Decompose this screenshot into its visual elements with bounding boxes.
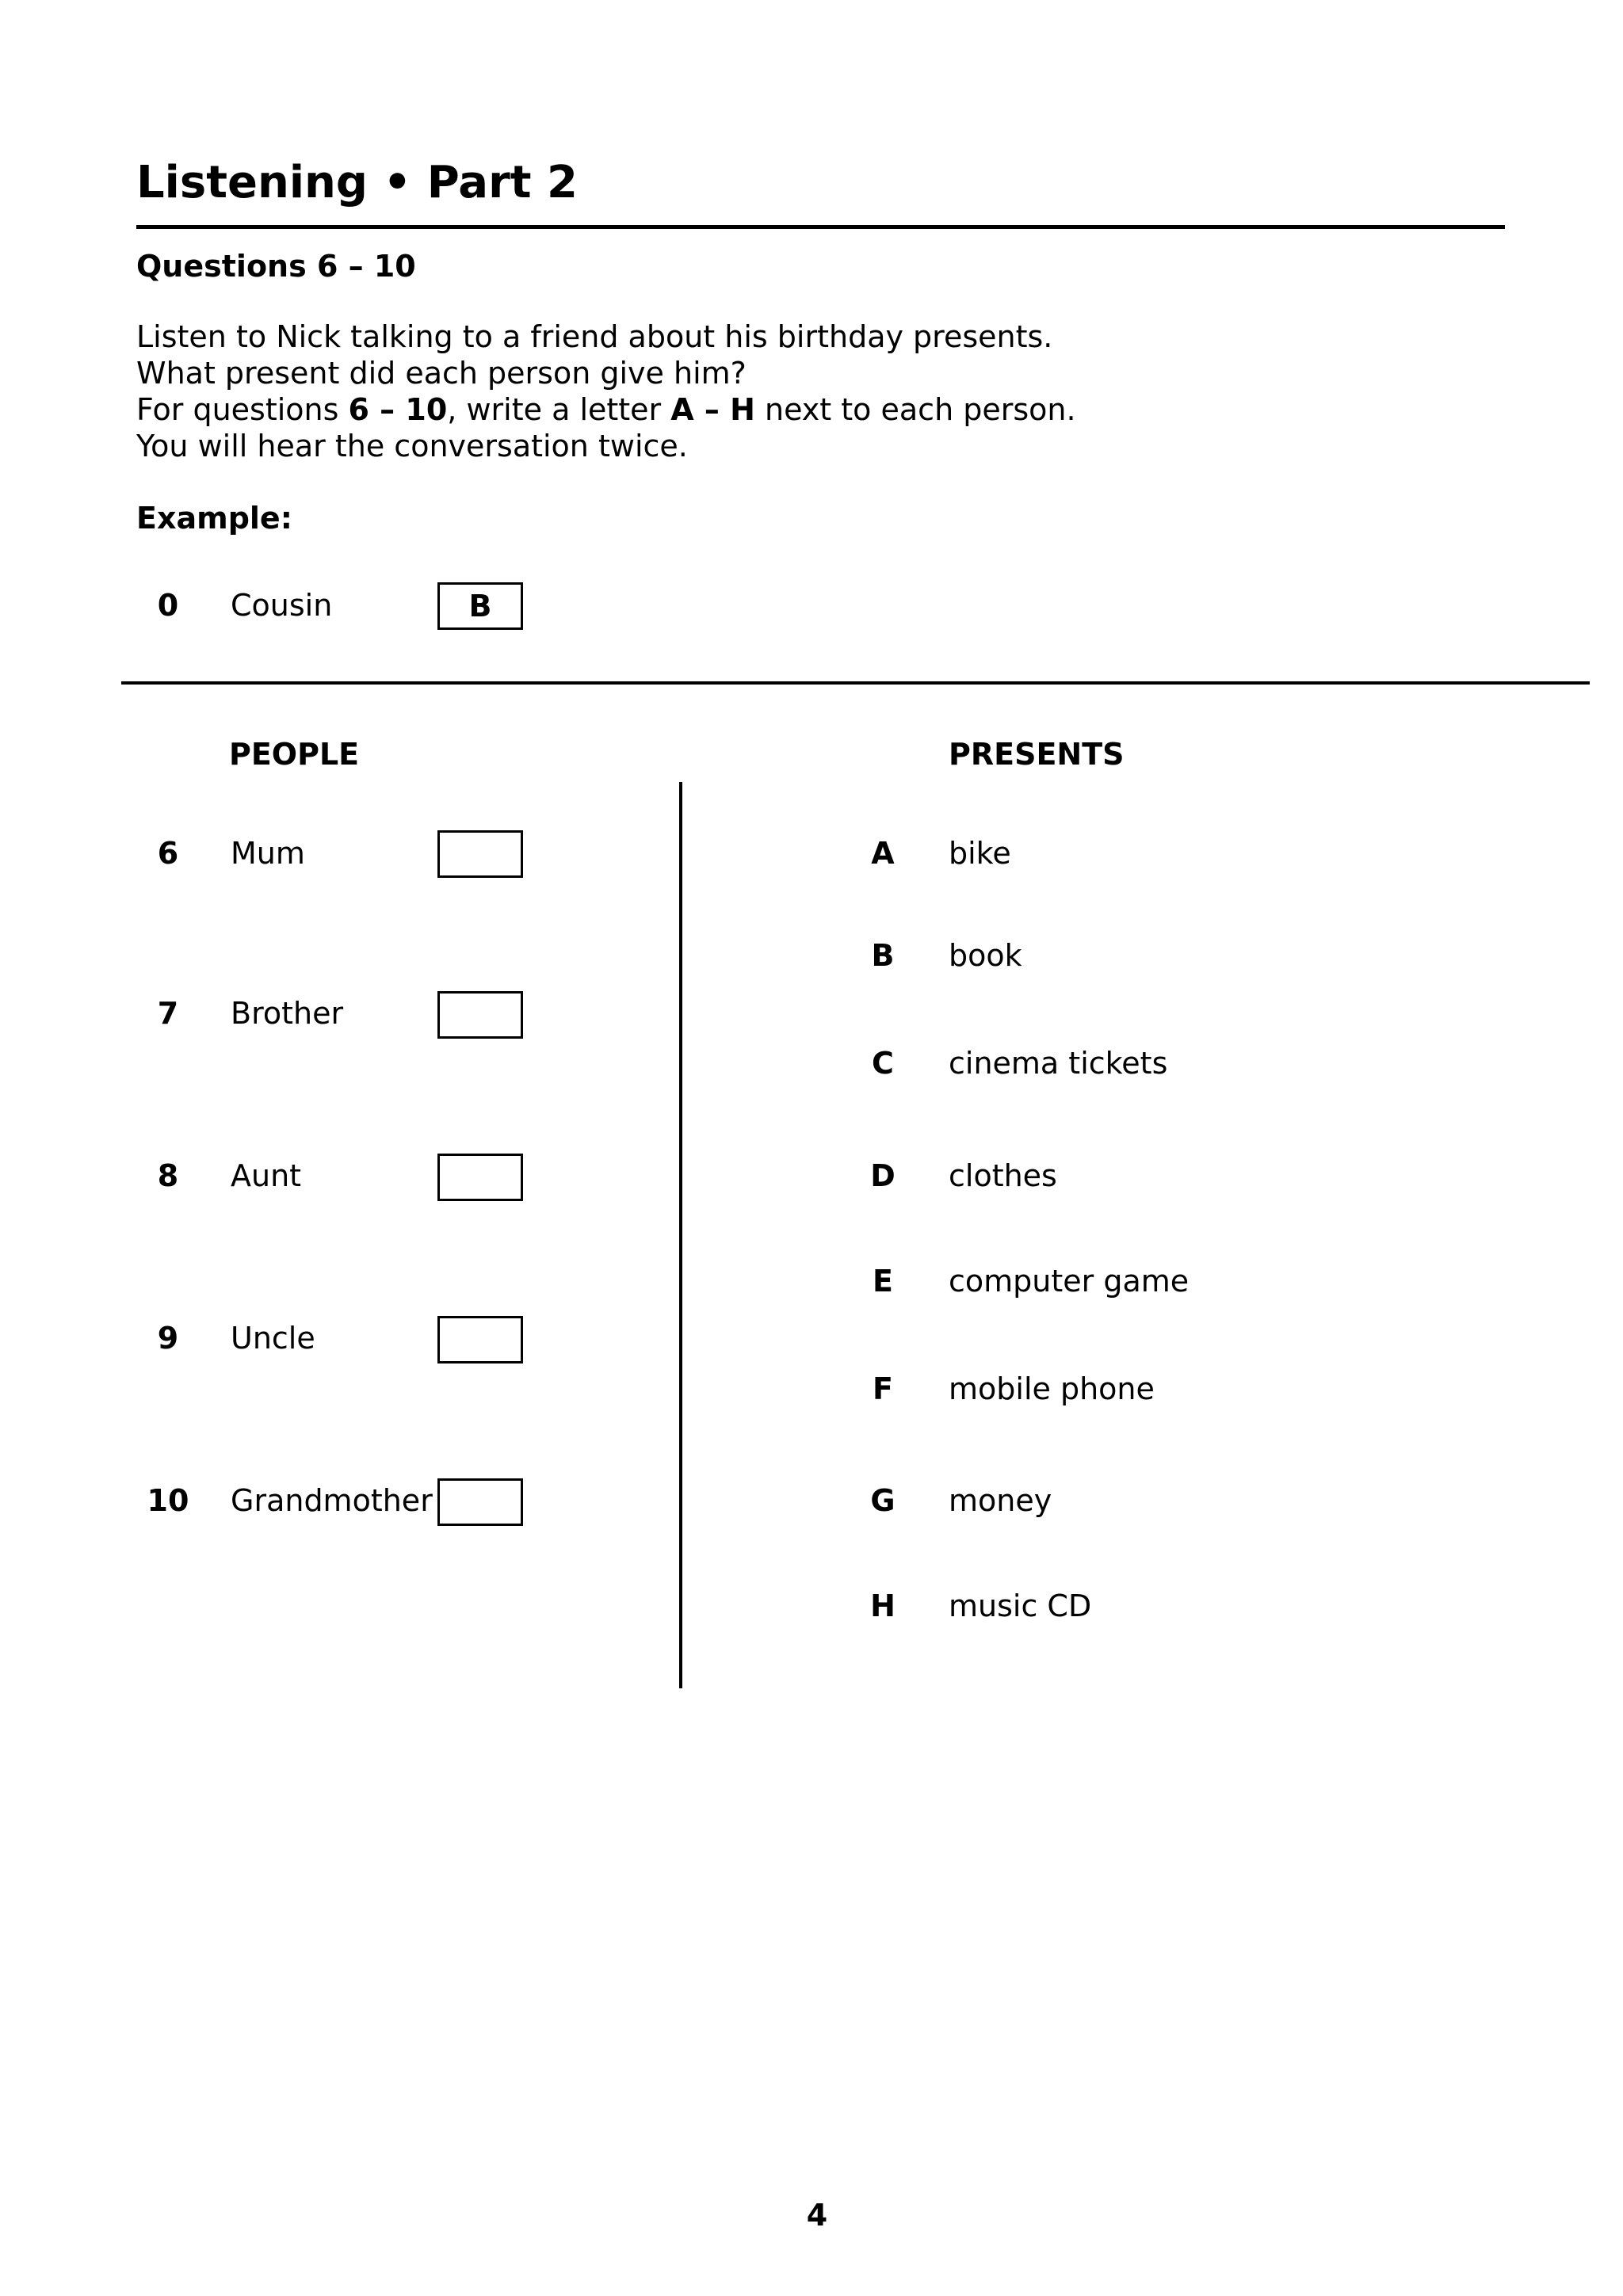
- section-divider: [121, 681, 1590, 685]
- page-title: Listening • Part 2: [136, 157, 578, 208]
- present-name: money: [949, 1483, 1052, 1518]
- instructions: [136, 318, 1076, 464]
- question-number: 6: [157, 836, 179, 871]
- question-number: 10: [147, 1483, 189, 1518]
- present-name: clothes: [949, 1158, 1057, 1193]
- present-name: music CD: [949, 1589, 1092, 1623]
- example-answer-box: B: [437, 582, 523, 630]
- example-number: 0: [157, 588, 179, 623]
- person-name: Uncle: [231, 1321, 315, 1356]
- instruction-line-3: [136, 391, 1076, 428]
- person-name: Mum: [231, 836, 305, 871]
- presents-header: PRESENTS: [949, 737, 1125, 772]
- present-name: book: [949, 938, 1022, 973]
- question-number: 9: [157, 1321, 179, 1356]
- person-name: Brother: [231, 996, 344, 1031]
- people-header: PEOPLE: [229, 737, 360, 772]
- answer-box[interactable]: [437, 830, 523, 878]
- present-name: bike: [949, 836, 1011, 871]
- present-letter: G: [870, 1483, 896, 1518]
- answer-box[interactable]: [437, 991, 523, 1039]
- column-divider: [679, 782, 682, 1688]
- present-name: mobile phone: [949, 1371, 1155, 1406]
- example-person: Cousin: [231, 588, 333, 623]
- present-name: cinema tickets: [949, 1046, 1168, 1081]
- instruction-line-3-post: next to each person.: [754, 392, 1076, 427]
- instruction-line-2: What present did each person give him?: [136, 356, 747, 391]
- question-number: 8: [157, 1158, 179, 1193]
- present-letter: D: [870, 1158, 896, 1193]
- question-number: 7: [157, 996, 179, 1031]
- answer-box[interactable]: [437, 1316, 523, 1363]
- present-name: computer game: [949, 1264, 1190, 1299]
- page-number: 4: [806, 2198, 828, 2233]
- person-name: Aunt: [231, 1158, 302, 1193]
- instruction-question-range: 6 – 10: [348, 392, 448, 427]
- present-letter: H: [870, 1589, 896, 1623]
- instruction-line-3-pre: For questions: [136, 392, 349, 427]
- instruction-line-3-mid: , write a letter: [447, 392, 671, 427]
- present-letter: F: [873, 1371, 893, 1406]
- present-letter: C: [872, 1046, 894, 1081]
- title-underline: [136, 225, 1505, 229]
- example-label: Example:: [136, 501, 292, 536]
- present-letter: E: [873, 1264, 893, 1299]
- person-name: Grandmother: [231, 1483, 433, 1518]
- answer-box[interactable]: [437, 1478, 523, 1526]
- answer-box[interactable]: [437, 1154, 523, 1201]
- instruction-letter-range: A – H: [670, 392, 755, 427]
- present-letter: B: [871, 938, 895, 973]
- questions-range: Questions 6 – 10: [136, 249, 416, 284]
- instruction-line-1: Listen to Nick talking to a friend about his birthday presents.: [136, 319, 1053, 354]
- instruction-line-4: You will hear the conversation twice.: [136, 429, 688, 463]
- present-letter: A: [871, 836, 895, 871]
